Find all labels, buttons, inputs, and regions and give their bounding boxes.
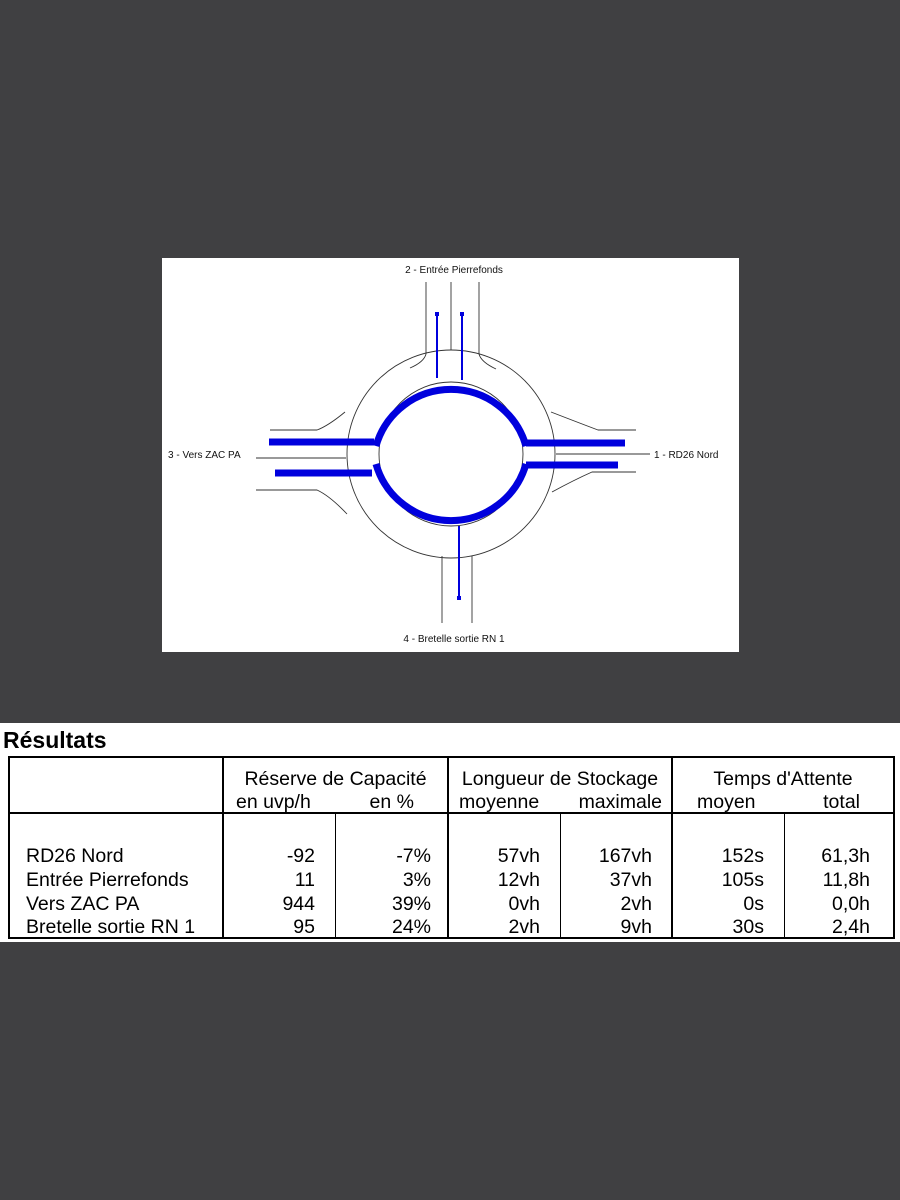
cell-cap-pct: 3% [402,869,431,891]
subheader-stor-max: maximale [578,791,662,813]
cell-cap-uvp: -92 [286,845,315,867]
cell-stor-avg: 2vh [508,916,540,938]
roundabout-svg [162,258,739,652]
east-arm-bottom-edge [552,472,636,492]
row-name: RD26 Nord [26,845,124,867]
cell-stor-avg: 57vh [497,845,540,867]
subheader-wait-total: total [823,791,860,813]
cell-stor-avg: 12vh [497,869,540,891]
header-storage: Longueur de Stockage [461,768,659,790]
subheader-stor-avg: moyenne [459,791,540,813]
cell-stor-avg: 0vh [508,893,540,915]
ring-flow-bottom [376,464,526,521]
cell-cap-pct: 24% [391,916,431,938]
subheader-cap-pct: en % [369,791,414,813]
arm-label-south: 4 - Bretelle sortie RN 1 [403,634,505,645]
cell-wait-total: 0,0h [832,893,870,915]
roundabout-diagram [162,258,739,652]
cell-wait-avg: 152s [721,845,764,867]
north-arm-right-edge [479,282,496,369]
row-name: Vers ZAC PA [26,893,140,915]
cell-cap-uvp: 944 [282,893,315,915]
row-name: Entrée Pierrefonds [26,869,189,891]
cell-cap-pct: 39% [391,893,431,915]
cell-stor-max: 2vh [620,893,652,915]
south-queue-end-marker [457,596,461,600]
roundabout-outer-edge [347,350,555,558]
grid-line [335,812,336,937]
results-table [8,756,895,939]
queue-overlay [269,314,625,598]
arm-label-west: 3 - Vers ZAC PA [168,450,241,461]
cell-stor-max: 167vh [598,845,652,867]
cell-cap-uvp: 11 [294,869,315,891]
cell-wait-total: 61,3h [821,845,870,867]
road-geometry [256,282,650,623]
subheader-cap-uvp: en uvp/h [236,791,311,813]
results-title: Résultats [3,727,107,753]
grid-line [560,812,561,937]
arm-label-east: 1 - RD26 Nord [654,450,719,461]
cell-cap-uvp: 95 [293,916,315,938]
ring-flow-top [376,389,526,446]
east-arm-top-edge [551,412,636,430]
grid-line [784,812,785,937]
row-name: Bretelle sortie RN 1 [26,916,196,938]
cell-wait-avg: 30s [732,916,764,938]
arm-label-north: 2 - Entrée Pierrefonds [405,265,503,276]
header-wait: Temps d'Attente [713,768,853,790]
north-queue-end-marker [435,312,439,316]
west-arm-top-edge [270,412,345,430]
subheader-wait-avg: moyen [697,791,756,813]
header-capacity: Réserve de Capacité [244,768,427,790]
cell-cap-pct: -7% [396,845,431,867]
cell-wait-total: 2,4h [832,916,870,938]
cell-stor-max: 37vh [609,869,652,891]
cell-wait-avg: 0s [743,893,764,915]
cell-stor-max: 9vh [620,916,652,938]
header-separator [10,812,893,814]
cell-wait-avg: 105s [721,869,764,891]
cell-wait-total: 11,8h [822,869,870,891]
results-panel [0,723,900,942]
north-flow-end-marker [460,312,464,316]
west-arm-bottom-edge [256,490,347,514]
